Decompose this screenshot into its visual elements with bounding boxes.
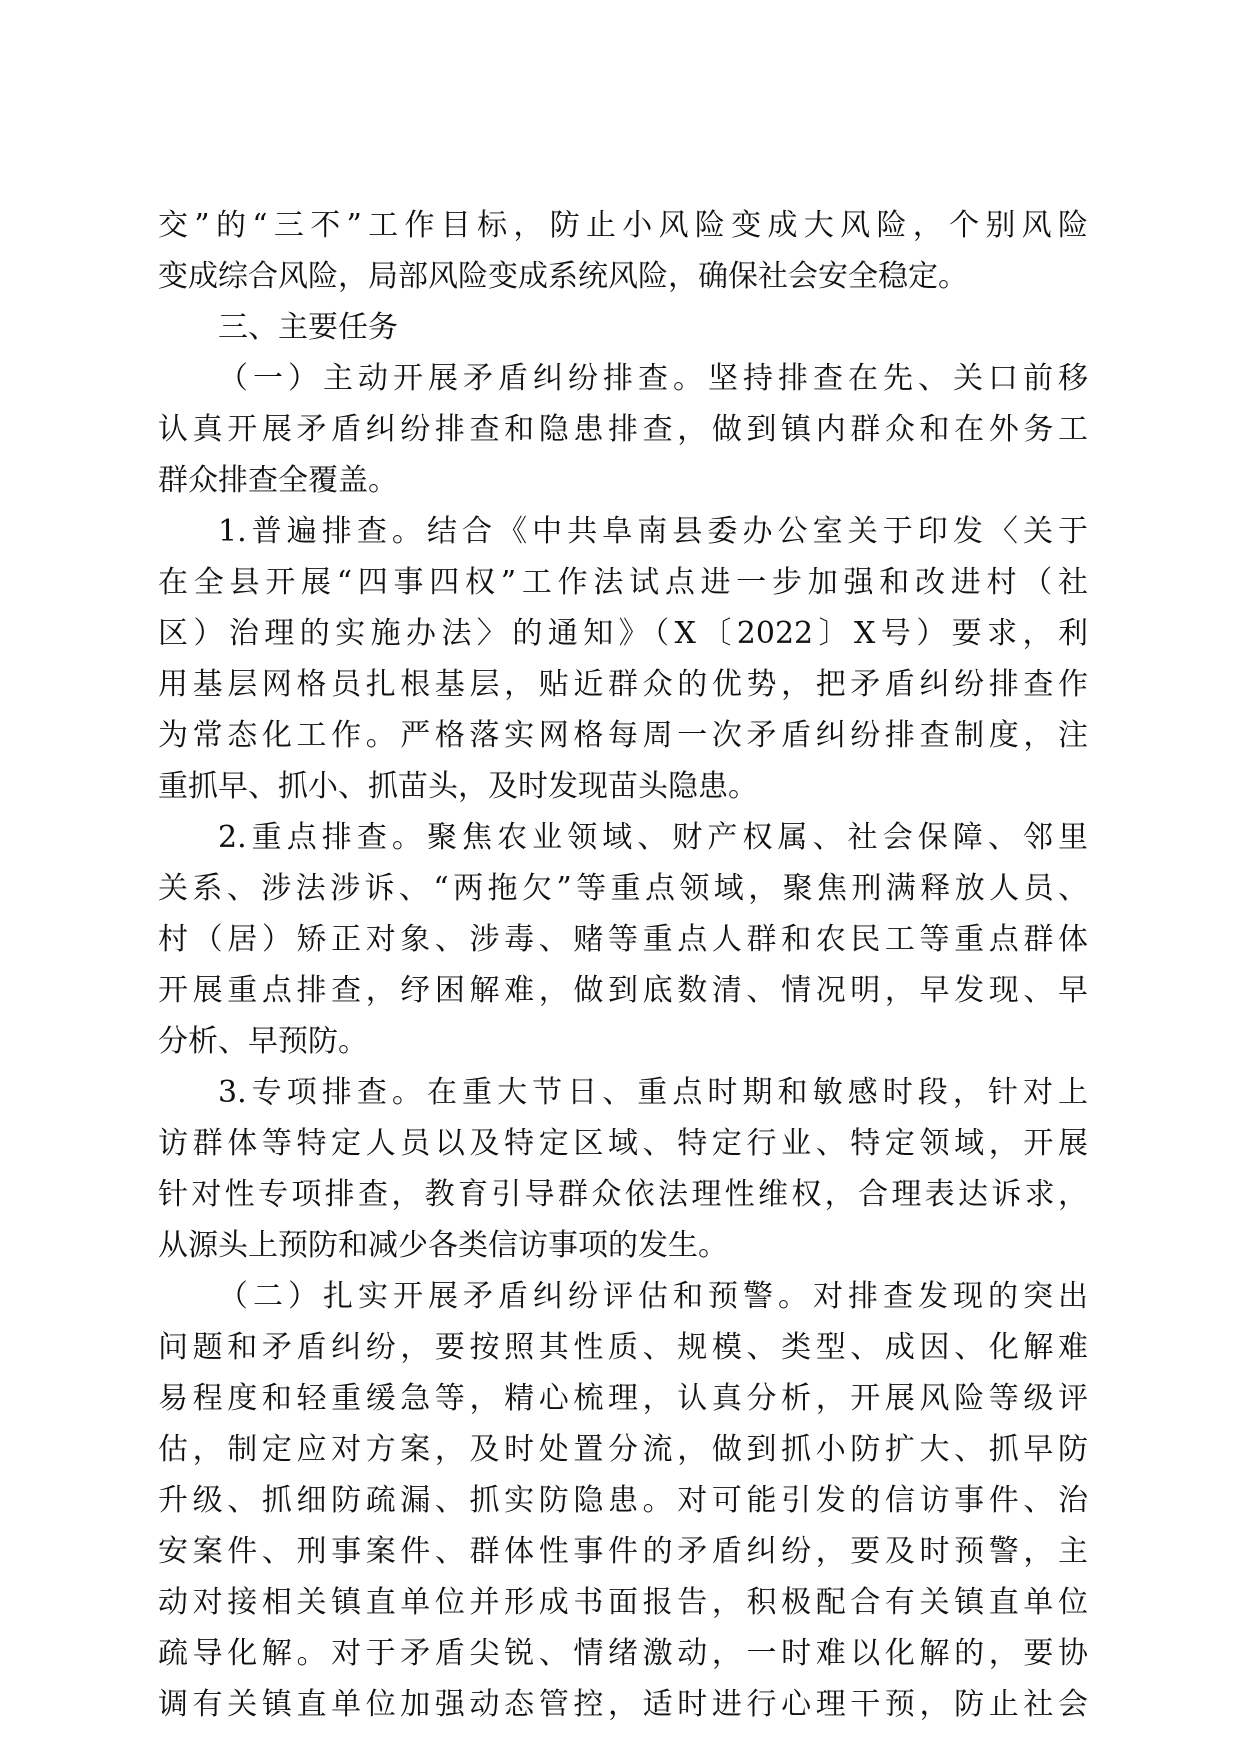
paragraph-continuation: [158, 200, 1088, 302]
text-line: 开展重点排查，纾困解难，做到底数清、情况明，早发现、早: [158, 973, 1088, 1008]
text-line: 1.普遍排查。结合《中共阜南县委办公室关于印发〈关于: [218, 514, 1088, 549]
text-line: 用基层网格员扎根基层，贴近群众的优势，把矛盾纠纷排查作: [158, 667, 1088, 702]
text-line: 疏导化解。对于矛盾尖锐、情绪激动，一时难以化解的，要协: [158, 1636, 1088, 1671]
paragraph-special-check: [158, 1067, 1088, 1271]
section-heading: 三、主要任务: [218, 310, 398, 345]
text-line: 交”的“三不”工作目标，防止小风险变成大风险，个别风险: [158, 208, 1088, 243]
text-line: 2.重点排查。聚焦农业领域、财产权属、社会保障、邻里: [218, 820, 1088, 855]
text-line: 从源头上预防和减少各类信访事项的发生。: [158, 1228, 728, 1263]
text-line: 易程度和轻重缓急等，精心梳理，认真分析，开展风险等级评: [158, 1381, 1088, 1416]
text-line: 区）治理的实施办法〉的通知》（X〔2022〕X号）要求，利: [158, 616, 1088, 651]
text-line: 重抓早、抓小、抓苗头，及时发现苗头隐患。: [158, 769, 758, 804]
text-line: 估，制定应对方案，及时处置分流，做到抓小防扩大、抓早防: [158, 1432, 1088, 1467]
text-line: （二）扎实开展矛盾纠纷评估和预警。对排查发现的突出: [218, 1279, 1088, 1314]
text-line: 在全县开展“四事四权”工作法试点进一步加强和改进村（社: [158, 565, 1088, 600]
text-line: 3.专项排查。在重大节日、重点时期和敏感时段，针对上: [218, 1075, 1088, 1110]
text-line: 调有关镇直单位加强动态管控，适时进行心理干预，防止社会: [158, 1687, 1088, 1722]
text-line: 变成综合风险，局部风险变成系统风险，确保社会安全稳定。: [158, 259, 968, 294]
text-line: 安案件、刑事案件、群体性事件的矛盾纠纷，要及时预警，主: [158, 1534, 1088, 1569]
paragraph-general-check: [158, 506, 1088, 812]
text-line: 升级、抓细防疏漏、抓实防隐患。对可能引发的信访事件、治: [158, 1483, 1088, 1518]
text-line: 认真开展矛盾纠纷排查和隐患排查，做到镇内群众和在外务工: [158, 412, 1088, 447]
text-line: 为常态化工作。严格落实网格每周一次矛盾纠纷排查制度，注: [158, 718, 1088, 753]
text-line: 群众排查全覆盖。: [158, 463, 398, 498]
paragraph-task-2: [158, 1271, 1088, 1730]
text-line: 分析、早预防。: [158, 1024, 368, 1059]
paragraph-key-check: [158, 812, 1088, 1067]
text-line: 村（居）矫正对象、涉毒、赌等重点人群和农民工等重点群体: [158, 922, 1088, 957]
text-line: 针对性专项排查，教育引导群众依法理性维权，合理表达诉求，: [158, 1177, 1088, 1212]
text-line: 动对接相关镇直单位并形成书面报告，积极配合有关镇直单位: [158, 1585, 1088, 1620]
text-line: （一）主动开展矛盾纠纷排查。坚持排查在先、关口前移: [218, 361, 1088, 396]
document-body: [158, 200, 1088, 1730]
text-line: 问题和矛盾纠纷，要按照其性质、规模、类型、成因、化解难: [158, 1330, 1088, 1365]
text-line: 访群体等特定人员以及特定区域、特定行业、特定领域，开展: [158, 1126, 1088, 1161]
text-line: 关系、涉法涉诉、“两拖欠”等重点领域，聚焦刑满释放人员、: [158, 871, 1088, 906]
paragraph-task-1: [158, 353, 1088, 506]
